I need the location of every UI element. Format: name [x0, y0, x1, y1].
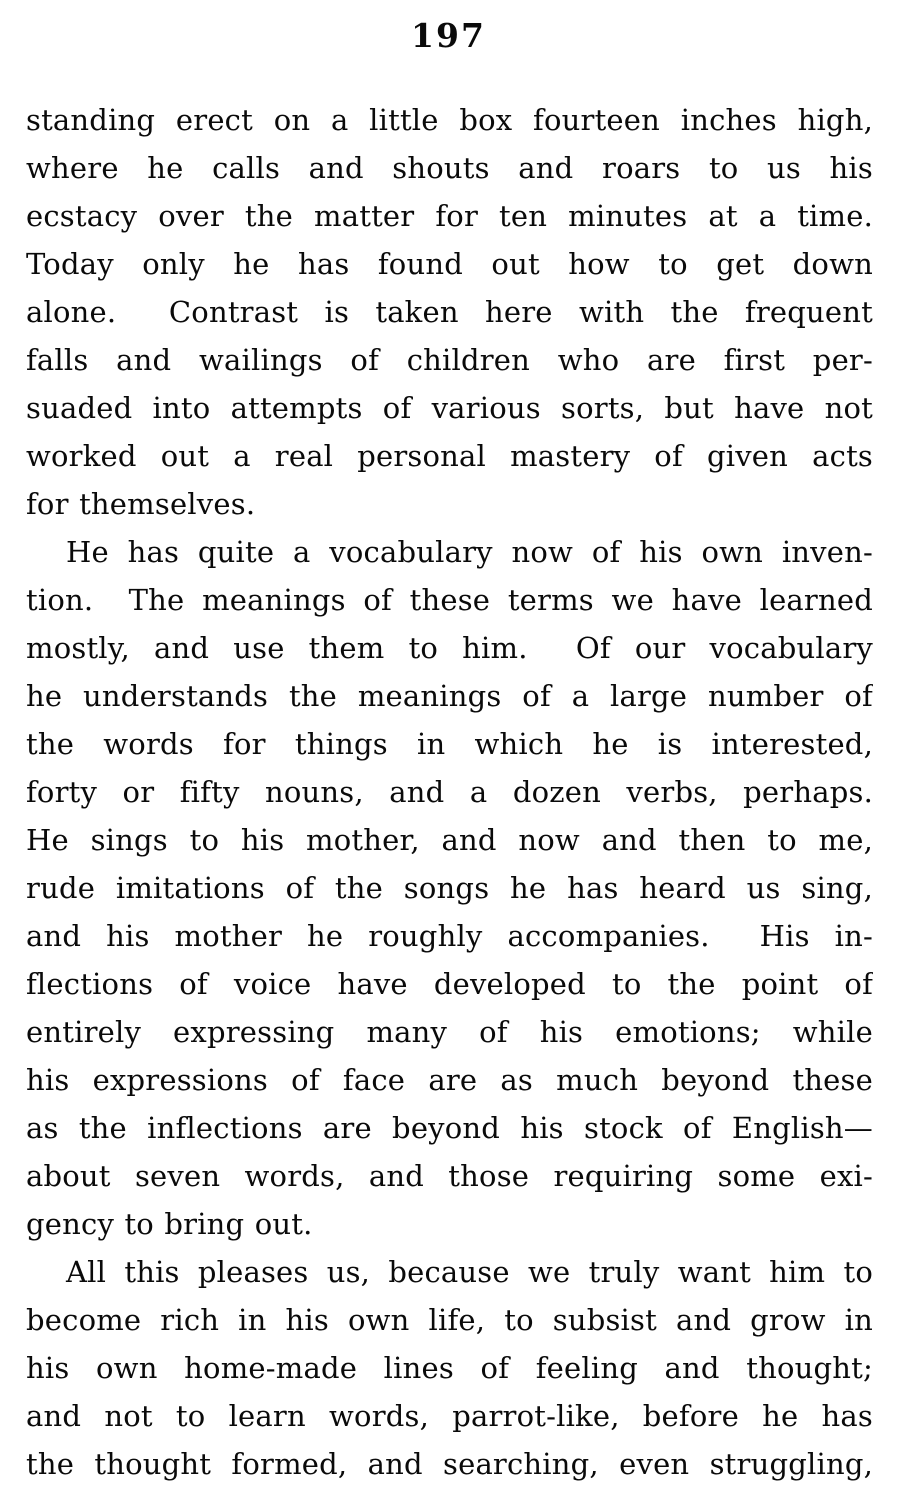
- text-line: alone. Contrast is taken here with the frequent: [26, 295, 873, 329]
- text-line: his expressions of face are as much beyond these: [26, 1063, 873, 1097]
- paragraph: [26, 1248, 873, 1488]
- text-line: forty or fifty nouns, and a dozen verbs, perhaps.: [26, 775, 873, 809]
- paragraph: [26, 96, 873, 528]
- text-line: rude imitations of the songs he has heard us sing,: [26, 871, 873, 905]
- text-line: and not to learn words, parrot-like, before he has: [26, 1399, 873, 1433]
- paragraph: [26, 528, 873, 1248]
- text-line: gency to bring out.: [26, 1207, 313, 1241]
- text-line: ecstacy over the matter for ten minutes at a time.: [26, 199, 873, 233]
- text-line: where he calls and shouts and roars to us his: [26, 151, 873, 185]
- text-line: about seven words, and those requiring some exi-: [26, 1159, 873, 1193]
- text-line: as the inflections are beyond his stock of English—: [26, 1111, 873, 1145]
- text-line: worked out a real personal mastery of given acts: [26, 439, 873, 473]
- text-line: the thought formed, and searching, even struggling,: [26, 1447, 873, 1481]
- text-line: He sings to his mother, and now and then to me,: [26, 823, 873, 857]
- text-line: flections of voice have developed to the point of: [26, 967, 873, 1001]
- text-line: tion. The meanings of these terms we have learned: [26, 583, 873, 617]
- text-line: for themselves.: [26, 487, 256, 521]
- text-line: the words for things in which he is interested,: [26, 727, 873, 761]
- text-line: falls and wailings of children who are first per-: [26, 343, 873, 377]
- text-line: suaded into attempts of various sorts, but have not: [26, 391, 873, 425]
- text-line: standing erect on a little box fourteen inches high,: [26, 103, 873, 137]
- text-line: his own home-made lines of feeling and thought;: [26, 1351, 873, 1385]
- text-line: entirely expressing many of his emotions; while: [26, 1015, 873, 1049]
- text-line: become rich in his own life, to subsist and grow in: [26, 1303, 873, 1337]
- text-line: He has quite a vocabulary now of his own inven-: [66, 535, 873, 569]
- text-line: All this pleases us, because we truly want him to: [66, 1255, 873, 1289]
- text-line: Today only he has found out how to get down: [26, 247, 873, 281]
- page-body: [0, 96, 897, 1488]
- text-line: he understands the meanings of a large number of: [26, 679, 873, 713]
- page-number: 197: [411, 16, 486, 55]
- text-line: mostly, and use them to him. Of our vocabulary: [26, 631, 873, 665]
- text-line: and his mother he roughly accompanies. His in-: [26, 919, 873, 953]
